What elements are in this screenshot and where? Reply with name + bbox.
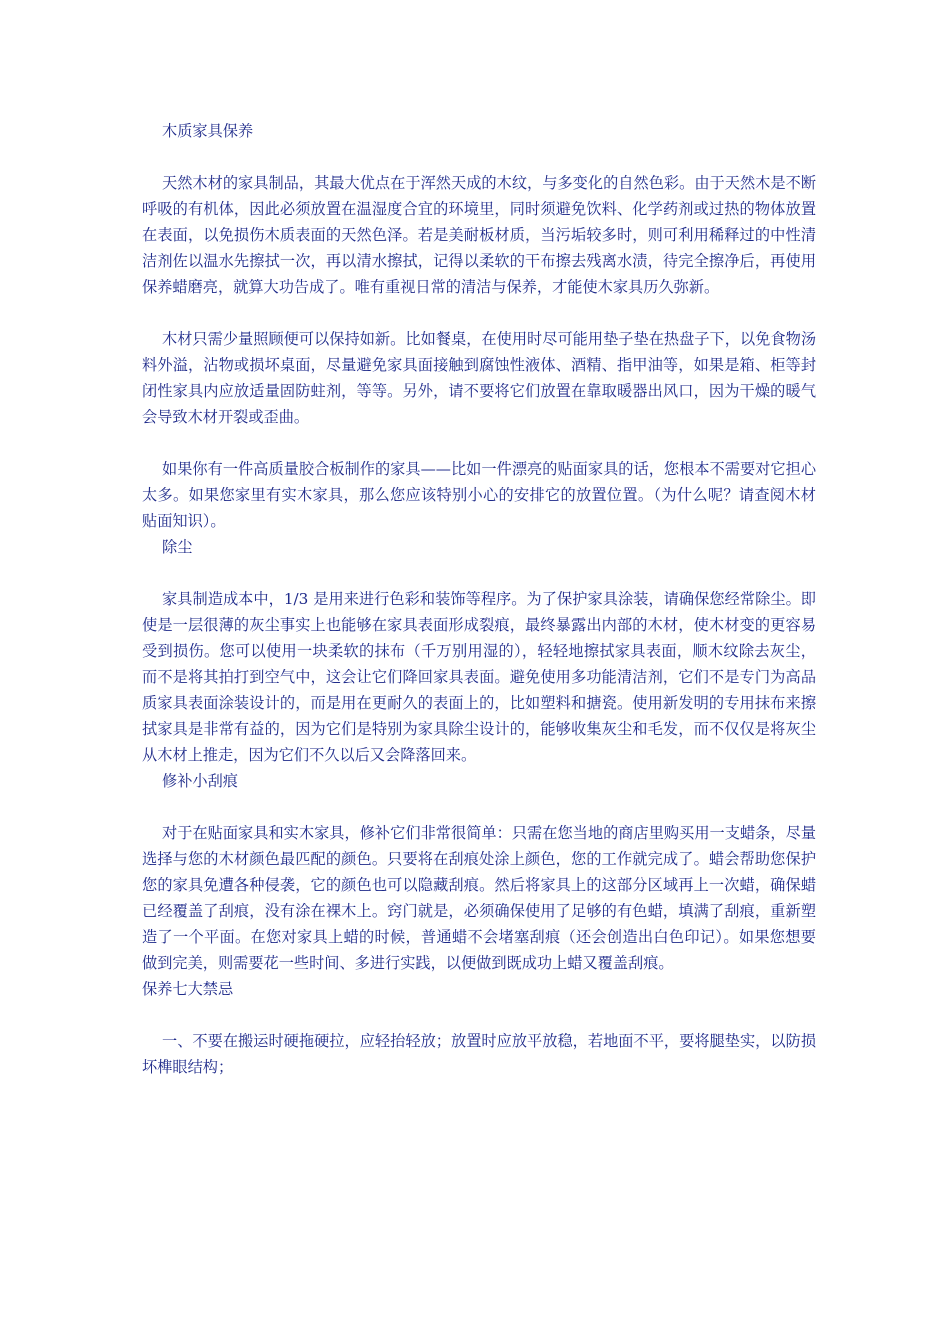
- paragraph: 对于在贴面家具和实木家具，修补它们非常很简单：只需在您当地的商店里购买用一支蜡条，尽量选择与您的木材颜色最匹配的颜色。只要将在刮痕处涂上颜色，您的工作就完成了。蜡会帮助您保护您的家具免遭各种侵袭，它的颜色也可以隐藏刮痕。然后将家具上的这部分区域再上一次蜡，确保蜡已经覆盖了刮痕，没有涂在裸木上。窍门就是，必须确保使用了足够的有色蜡，填满了刮痕，重新塑造了一个平面。在您对家具上蜡的时候，普通蜡不会堵塞刮痕（还会创造出白色印记）。如果您想要做到完美，则需要花一些时间、多进行实践，以便做到既成功上蜡又覆盖刮痕。: [142, 824, 816, 972]
- section-dusting: [142, 534, 816, 768]
- section-heading: 木质家具保养: [162, 122, 254, 140]
- paragraph: 如果你有一件高质量胶合板制作的家具——比如一件漂亮的贴面家具的话，您根本不需要对它担心太多。如果您家里有实木家具，那么您应该特别小心的安排它的放置位置。（为什么呢？请查阅木材贴面知识）。: [142, 460, 816, 530]
- section-seven-taboos: [142, 976, 816, 1080]
- section-heading: 除尘: [162, 538, 193, 556]
- paragraph: 一、不要在搬运时硬拖硬拉，应轻抬轻放；放置时应放平放稳，若地面不平，要将腿垫实，以防损坏榫眼结构；: [142, 1032, 816, 1076]
- paragraph: 天然木材的家具制品，其最大优点在于浑然天成的木纹，与多变化的自然色彩。由于天然木是不断呼吸的有机体，因此必须放置在温湿度合宜的环境里，同时须避免饮料、化学药剂或过热的物体放置在表面，以免损伤木质表面的天然色泽。若是美耐板材质，当污垢较多时，则可利用稀释过的中性清洁剂佐以温水先擦拭一次，再以清水擦拭，记得以柔软的干布擦去残离水渍，待完全擦净后，再使用保养蜡磨亮，就算大功告成了。唯有重视日常的清洁与保养，才能使木家具历久弥新。: [142, 174, 816, 296]
- document-page: [142, 118, 816, 1080]
- section-heading: 修补小刮痕: [162, 772, 238, 790]
- paragraph: 木材只需少量照顾便可以保持如新。比如餐桌，在使用时尽可能用垫子垫在热盘子下，以免食物汤料外溢，沾物或损坏桌面，尽量避免家具面接触到腐蚀性液体、酒精、指甲油等，如果是箱、柜等封闭性家具内应放适量固防蛀剂，等等。另外，请不要将它们放置在靠取暖器出风口，因为干燥的暖气会导致木材开裂或歪曲。: [142, 330, 816, 426]
- paragraph: 家具制造成本中，1/3 是用来进行色彩和装饰等程序。为了保护家具涂装，请确保您经常除尘。即使是一层很薄的灰尘事实上也能够在家具表面形成裂痕，最终暴露出内部的木材，使木材变的更容易受到损伤。您可以使用一块柔软的抹布（千万别用湿的），轻轻地擦拭家具表面，顺木纹除去灰尘，而不是将其拍打到空气中，这会让它们降回家具表面。避免使用多功能清洁剂，它们不是专门为高品质家具表面涂装设计的，而是用在更耐久的表面上的，比如塑料和搪瓷。使用新发明的专用抹布来擦拭家具是非常有益的，因为它们是特别为家具除尘设计的，能够收集灰尘和毛发，而不仅仅是将灰尘从木材上推走，因为它们不久以后又会降落回来。: [142, 590, 816, 764]
- section-wood-furniture-care: [142, 118, 816, 534]
- section-scratch-repair: [142, 768, 816, 976]
- section-heading: 保养七大禁忌: [142, 980, 234, 998]
